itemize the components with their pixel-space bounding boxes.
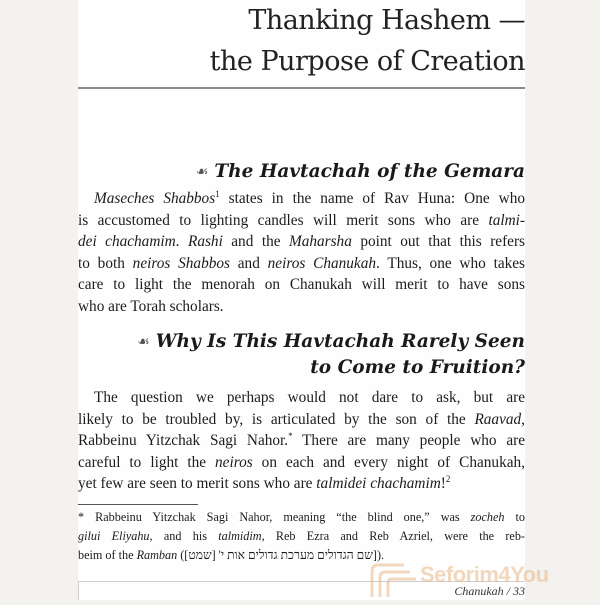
footer-separator: / bbox=[503, 584, 513, 598]
italic-term: talmidei chachamim bbox=[316, 475, 441, 493]
italic-term: neiros bbox=[215, 453, 253, 471]
footnote-line bbox=[78, 527, 525, 546]
section-heading-rarely-seen bbox=[137, 330, 525, 355]
section-heading-text: Why Is This Havtachah Rarely Seen bbox=[155, 331, 525, 352]
paragraph-havtachah bbox=[78, 188, 525, 318]
text-line bbox=[78, 430, 525, 452]
text-run: on each and every night of Chanukah, bbox=[252, 453, 525, 471]
text-run: point out that this refers bbox=[351, 233, 526, 251]
italic-term: neiros Shabbos bbox=[132, 254, 230, 272]
text-run: . Thus, one who takes bbox=[376, 254, 525, 272]
footnote-divider bbox=[78, 504, 198, 505]
text-line bbox=[78, 473, 525, 495]
section-heading-havtachah bbox=[196, 160, 525, 185]
text-line: The question we perhaps would not dare to ask, but are bbox=[94, 389, 525, 406]
seforim4you-watermark bbox=[362, 557, 600, 600]
book-stack-icon bbox=[362, 557, 422, 600]
italic-term: Maharsha bbox=[288, 233, 352, 251]
book-title: Chanukah bbox=[454, 584, 504, 598]
text-line bbox=[78, 210, 525, 232]
text-line: care to light the menorah on Chanukah will merit to have sons bbox=[78, 276, 525, 294]
italic-term: talmidim bbox=[218, 529, 262, 543]
text-run: ! bbox=[440, 475, 446, 493]
page-title-line-2: the Purpose of Creation bbox=[209, 46, 525, 77]
section-heading-text: The Havtachah of the Gemara bbox=[214, 161, 525, 182]
ornament-icon: ☙ bbox=[137, 334, 150, 350]
text-run: to bbox=[504, 510, 525, 524]
watermark-text: Seforim4You bbox=[420, 562, 549, 587]
text-run: is accustomed to lighting candles will merit sons who are bbox=[78, 211, 489, 229]
text-run: yet few are seen to merit sons who are bbox=[78, 475, 317, 493]
ornament-icon: ☙ bbox=[195, 164, 209, 180]
italic-term: Maseches Shabbos bbox=[94, 190, 216, 207]
italic-term: neiros Chanukah bbox=[267, 254, 377, 272]
text-run: Rabbeinu Yitzchak Sagi Nahor. bbox=[78, 432, 289, 450]
text-run: states in the name of Rav Huna: One who bbox=[219, 190, 525, 207]
text-run: , Reb Ezra and Reb Azriel, were the reb- bbox=[261, 529, 525, 543]
text-line: who are Torah scholars. bbox=[78, 297, 224, 315]
paragraph-question bbox=[78, 387, 525, 495]
text-line bbox=[78, 188, 525, 210]
footnote-ref: * bbox=[288, 431, 293, 442]
text-run: ]). bbox=[372, 548, 385, 562]
footer-corner-line bbox=[78, 581, 79, 600]
text-run: likely to be troubled by, is articulated by the son of the bbox=[78, 410, 475, 428]
italic-term: zocheh bbox=[470, 510, 505, 524]
italic-term: Rashi bbox=[187, 233, 223, 251]
text-run: , bbox=[521, 410, 525, 428]
italic-term: dei chachamim bbox=[78, 233, 176, 251]
italic-term: gilui Eliyahu bbox=[78, 529, 150, 543]
page-title-line-1: Thanking Hashem — bbox=[248, 5, 525, 36]
italic-term: Raavad bbox=[474, 410, 522, 428]
text-line bbox=[78, 452, 525, 474]
text-run: . bbox=[175, 233, 188, 251]
text-run: , and his bbox=[149, 529, 219, 543]
footnote-ref: 2 bbox=[445, 474, 451, 485]
title-divider bbox=[78, 87, 525, 89]
page-number: 33 bbox=[513, 584, 525, 598]
footnote-ref: 1 bbox=[215, 188, 220, 199]
text-run: careful to light the bbox=[78, 453, 216, 471]
text-line bbox=[78, 409, 525, 431]
text-run: and the bbox=[222, 233, 289, 251]
text-line bbox=[78, 231, 525, 253]
text-run: ([ bbox=[177, 548, 189, 562]
text-line bbox=[78, 253, 525, 275]
book-page bbox=[78, 0, 525, 600]
text-run: and bbox=[229, 254, 268, 272]
italic-term: talmi- bbox=[488, 211, 525, 229]
hebrew-citation: שם הגדולים מערכת גדולים אות י' [שמט bbox=[188, 548, 373, 562]
text-run: beim of the bbox=[78, 548, 137, 562]
italic-term: Ramban bbox=[136, 548, 178, 562]
section-heading-rarely-seen-line-2: to Come to Fruition? bbox=[310, 357, 525, 378]
footnote-line bbox=[78, 508, 525, 527]
text-run: * Rabbeinu Yitzchak Sagi Nahor, meaning “the blind one,” was bbox=[78, 510, 471, 524]
text-run: to both bbox=[78, 254, 133, 272]
text-run: There are many people who are bbox=[292, 432, 525, 450]
